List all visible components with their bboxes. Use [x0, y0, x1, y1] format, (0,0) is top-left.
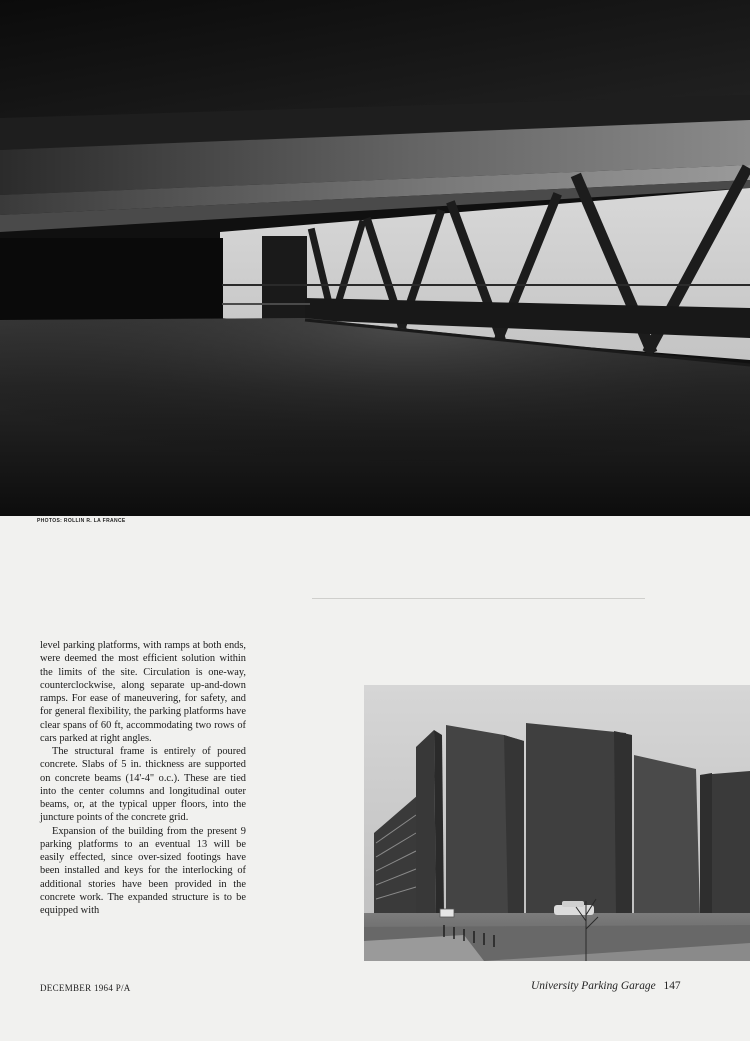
interior-garage-photo — [0, 0, 750, 516]
divider-line — [312, 598, 645, 599]
body-paragraph: Expansion of the building from the present 9 parking platforms to an eventual 13 will be easily effected, since over-sized footings have been installed and keys for the interlocking of additional stories have been provided in the concrete work. The expanded structure is to be equipped with — [40, 825, 246, 916]
footer-title-page — [531, 980, 681, 992]
page-number: 147 — [663, 980, 681, 992]
body-paragraph: level parking platforms, with ramps at both ends, were deemed the most efficient solution within the limits of the site. Circulation is one-way, counterclockwise, along separate up-and-down ramps. For ease of maneuvering, for safety, and for general flexibility, the parking platforms have clear spans of 60 ft, accommodating two rows of cars parked at right angles. — [40, 640, 246, 744]
article-body — [40, 639, 246, 917]
garage-exterior-photo — [364, 685, 750, 961]
footer-title: University Parking Garage — [531, 980, 656, 992]
body-paragraph: The structural frame is entirely of poured concrete. Slabs of 5 in. thickness are supported on concrete beams (14'-4" o.c.). These are tied into the center columns and longitudinal outer beams, or, at the typical upper floors, into the juncture points of the concrete grid. — [40, 746, 246, 824]
footer-issue: DECEMBER 1964 P/A — [40, 983, 131, 993]
photo-credit: PHOTOS: ROLLIN R. LA FRANCE — [37, 518, 126, 524]
